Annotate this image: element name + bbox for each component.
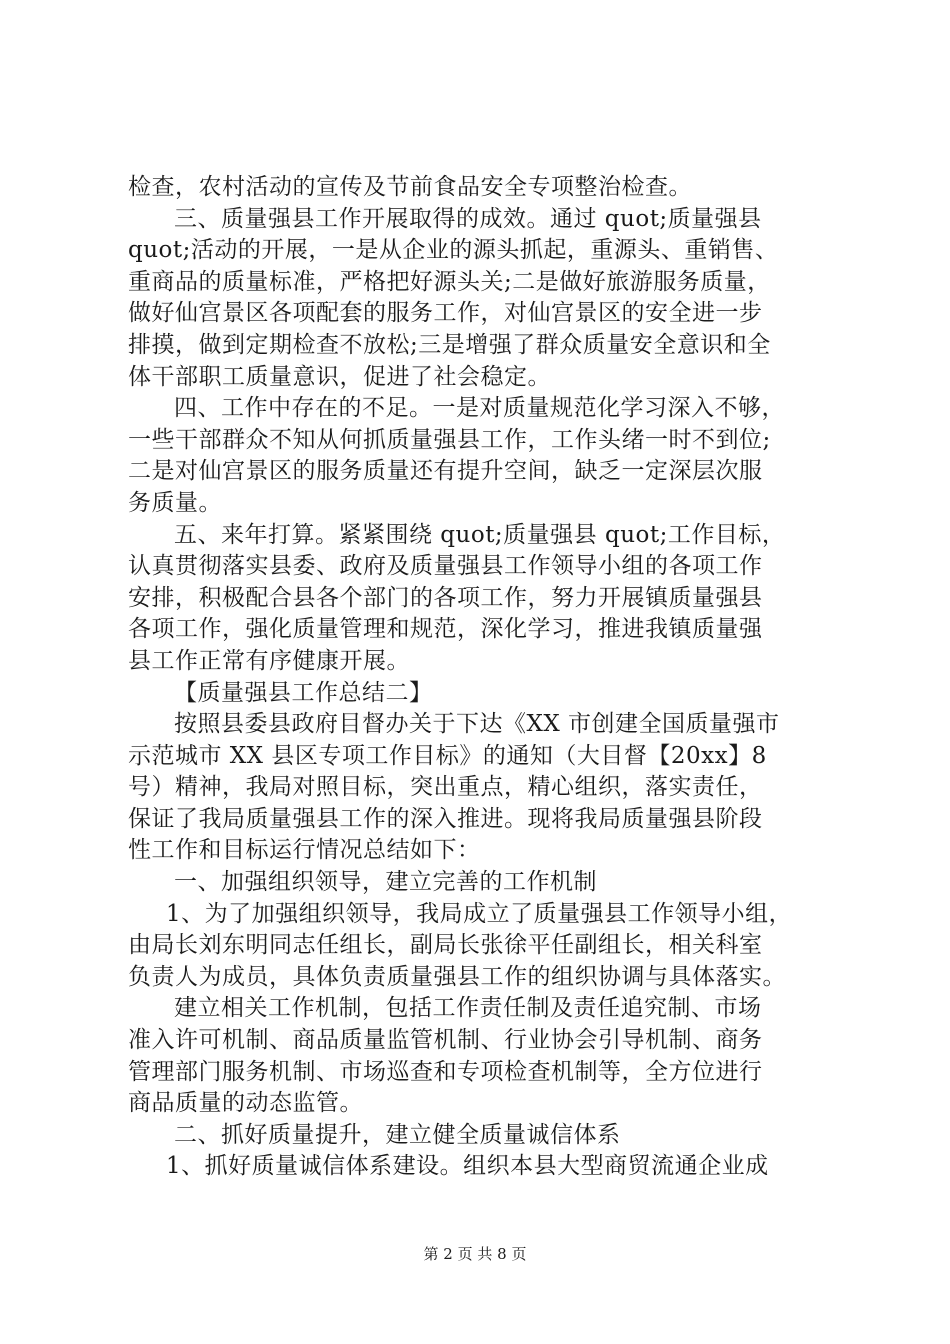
text-line: 1、抓好质量诚信体系建设。组织本县大型商贸流通企业成 [166, 1153, 769, 1180]
text-line: 1、为了加强组织领导，我局成立了质量强县工作领导小组， [166, 900, 793, 927]
text-line: 五、来年打算。紧紧围绕 quot;质量强县 quot;工作目标， [174, 521, 786, 548]
text-line: 二、抓好质量提升，建立健全质量诚信体系 [174, 1121, 621, 1148]
text-line: 商品质量的动态监管。 [128, 1090, 363, 1117]
text-line: 检查，农村活动的宣传及节前食品安全专项整治检查。 [128, 174, 692, 200]
text-line: 由局长刘东明同志任组长，副局长张徐平任副组长，相关科室 [128, 932, 763, 959]
page-number: 第 2 页 共 8 页 [423, 1245, 527, 1263]
text-line: 性工作和目标运行情况总结如下： [128, 837, 481, 864]
page-footer [0, 1244, 950, 1264]
document-body [128, 172, 828, 1183]
text-line: 按照县委县政府目督办关于下达《XX 市创建全国质量强市 [174, 711, 780, 738]
text-line: 三、质量强县工作开展取得的成效。通过 quot;质量强县 [174, 205, 762, 232]
text-line: 认真贯彻落实县委、政府及质量强县工作领导小组的各项工作 [128, 553, 763, 580]
text-line: 排摸，做到定期检查不放松;三是增强了群众质量安全意识和全 [128, 331, 771, 358]
text-line: 号）精神，我局对照目标，突出重点，精心组织，落实责任， [128, 774, 763, 801]
text-line: 县工作正常有序健康开展。 [128, 647, 410, 674]
text-line: 负责人为成员，具体负责质量强县工作的组织协调与具体落实。 [128, 963, 786, 990]
section-heading: 【质量强县工作总结二】 [174, 679, 433, 706]
text-line: 一些干部群众不知从何抓质量强县工作，工作头绪一时不到位; [128, 426, 771, 453]
text-line: 准入许可机制、商品质量监管机制、行业协会引导机制、商务 [128, 1027, 763, 1054]
text-line: 二是对仙宫景区的服务质量还有提升空间，缺乏一定深层次服 [128, 458, 763, 485]
text-line: quot;活动的开展，一是从企业的源头抓起，重源头、重销售、 [128, 237, 779, 264]
text-line: 重商品的质量标准，严格把好源头关;二是做好旅游服务质量， [128, 268, 771, 295]
text-line: 做好仙宫景区各项配套的服务工作，对仙宫景区的安全进一步 [128, 300, 763, 327]
text-line: 安排，积极配合县各个部门的各项工作，努力开展镇质量强县 [128, 584, 763, 611]
text-line: 四、工作中存在的不足。一是对质量规范化学习深入不够， [174, 395, 785, 422]
text-line: 示范城市 XX 县区专项工作目标》的通知（大目督【20xx】8 [128, 742, 767, 769]
text-line: 各项工作，强化质量管理和规范，深化学习，推进我镇质量强 [128, 616, 763, 643]
text-line: 一、加强组织领导，建立完善的工作机制 [174, 869, 597, 896]
text-line: 管理部门服务机制、市场巡查和专项检查机制等，全方位进行 [128, 1058, 763, 1085]
text-line: 体干部职工质量意识，促进了社会稳定。 [128, 363, 551, 390]
text-line: 务质量。 [128, 489, 222, 516]
text-line: 建立相关工作机制，包括工作责任制及责任追究制、市场 [174, 995, 762, 1022]
text-line: 保证了我局质量强县工作的深入推进。现将我局质量强县阶段 [128, 805, 763, 832]
